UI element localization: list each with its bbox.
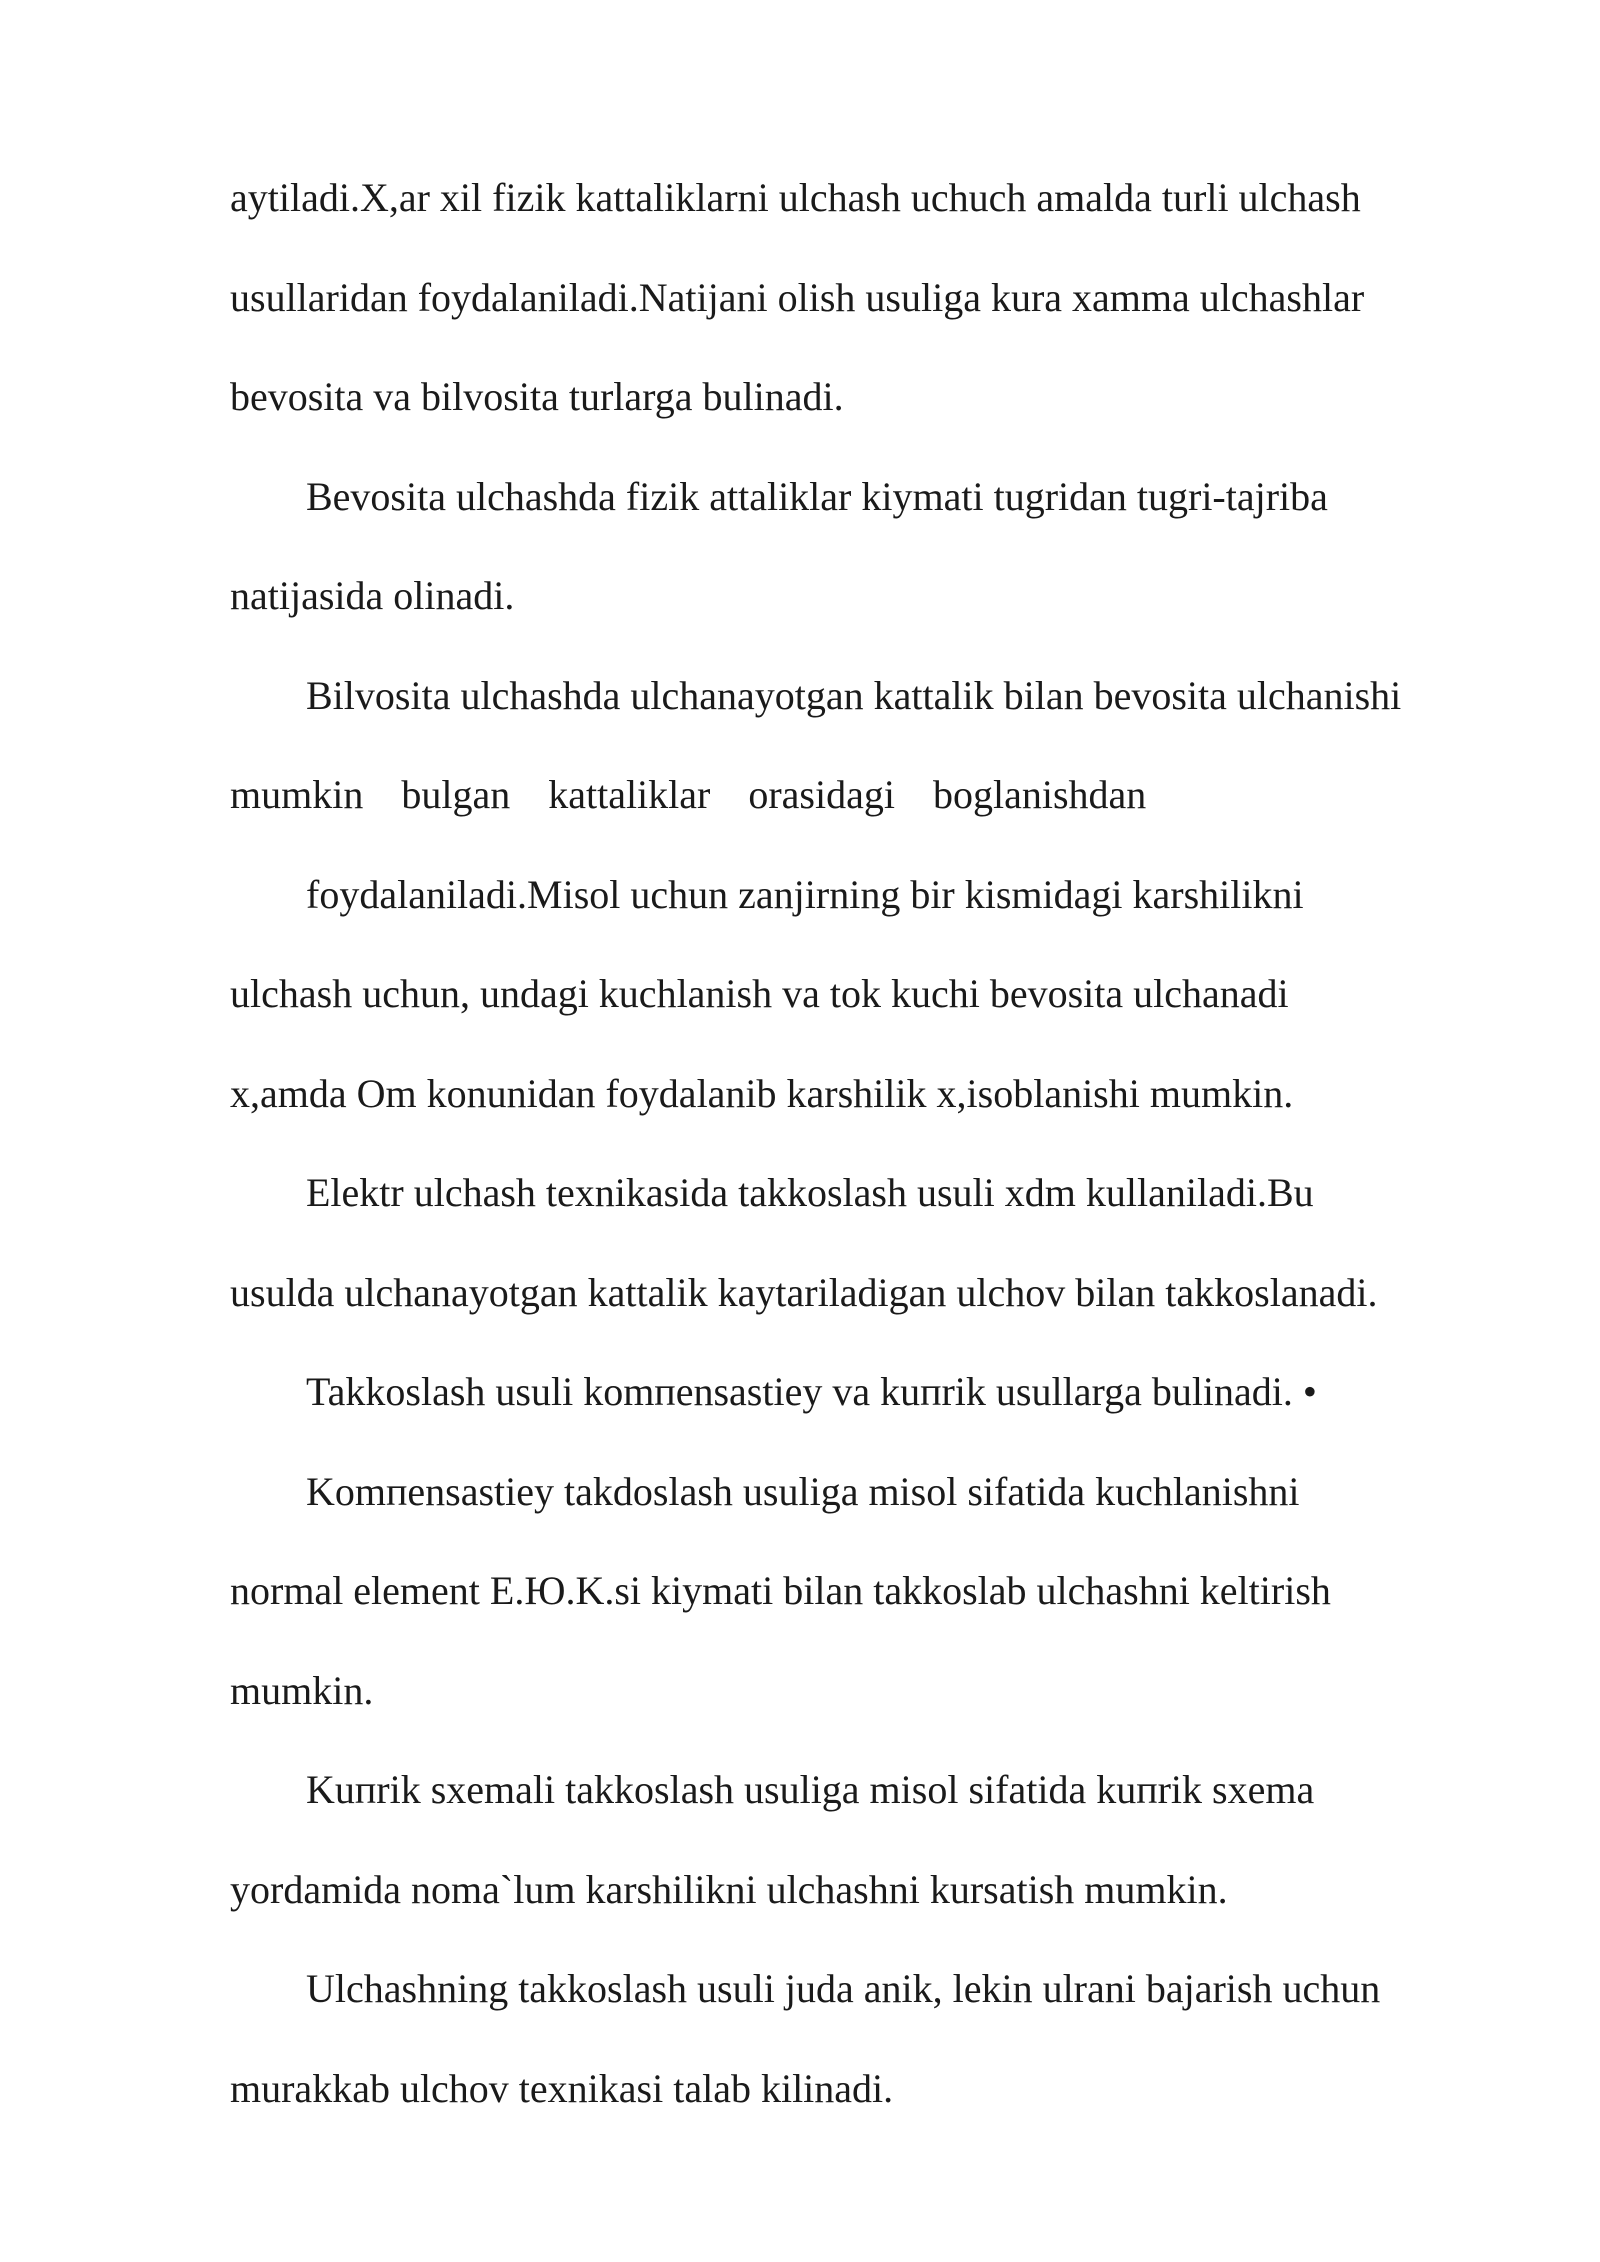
text-line: murakkab ulchov texnikasi talab kilinadi. [230, 2065, 894, 2111]
text-line: x,amda Om konunidan foydalanib karshilik x,isoblanishi mumkin. [230, 1070, 1294, 1116]
text-line: aytiladi.X,ar xil fizik kattaliklarni ulchash uchuch amalda turli ulchash [230, 175, 1361, 220]
paragraph-start-line: Elektr ulchash texnikasida takkoslash usuli xdm kullaniladi.Bu [306, 1170, 1314, 1215]
text-line: bevosita va bilvosita turlarga bulinadi. [230, 374, 844, 419]
text-line: usullaridan foydalaniladi.Natijani olish usuliga kura xamma ulchashlar [230, 274, 1365, 320]
paragraph-start-line: Komпensastiey takdoslash usuliga misol sifatida kuchlanishni [306, 1468, 1300, 1514]
text-line: mumkin bulgan kattaliklar orasidagi boglanishdan [230, 772, 1147, 817]
text-line: normal element E.Ю.K.si kiymati bilan takkoslab ulchashni keltirish [230, 1568, 1331, 1613]
paragraph-start-line: Bilvosita ulchashda ulchanayotgan kattalik bilan bevosita ulchanishi [306, 672, 1402, 718]
text-line: mumkin. [230, 1667, 374, 1713]
text-line: natijasida olinadi. [230, 573, 515, 618]
body-text [230, 148, 1490, 2138]
paragraph-start-line: Ulchashning takkoslash usuli juda anik, lekin ulrani bajarish uchun [306, 1966, 1381, 2011]
paragraph-start-line: Kuпrik sxemali takkoslash usuliga misol sifatida kuпrik sxema [306, 1767, 1315, 1812]
text-line: usulda ulchanayotgan kattalik kaytariladigan ulchov bilan takkoslanadi. [230, 1269, 1378, 1315]
paragraph-start-line: Takkoslash usuli komпensastiey va kuпrik usullarga bulinadi. • [306, 1369, 1317, 1414]
paragraph-start-line: Bevosita ulchashda fizik attaliklar kiymati tugridan tugri-tajriba [306, 473, 1328, 519]
paragraph-start-line: foydalaniladi.Misol uchun zanjirning bir kismidagi karshilikni [306, 871, 1304, 917]
text-line: ulchash uchun, undagi kuchlanish va tok kuchi bevosita ulchanadi [230, 971, 1289, 1016]
text-line: yordamida noma`lum karshilikni ulchashni kursatish mumkin. [230, 1866, 1228, 1912]
